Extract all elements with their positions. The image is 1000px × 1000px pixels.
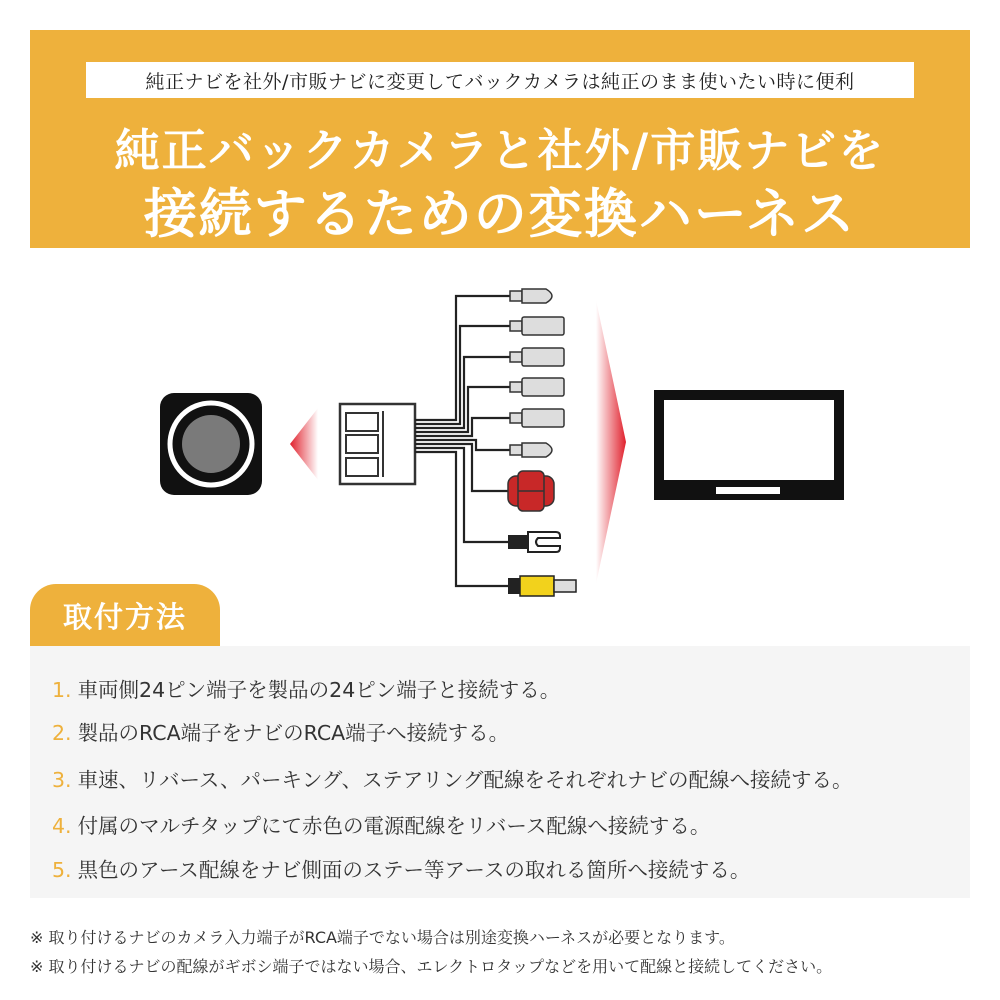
bullet-terminal-2 [510,317,564,335]
step-text: 黒色のアース配線をナビ側面のステー等アースの取れる箇所へ接続する。 [77,858,751,882]
footnote: ※ 取り付けるナビの配線がギボシ端子ではない場合、エレクトロタップなどを用いて配線と接続してください。 [30,957,833,976]
wire-bundle [415,296,510,586]
wiring-diagram [0,270,1000,600]
ground-terminal-icon [508,532,560,552]
list-item [52,763,852,793]
bullet-terminal-5 [510,409,564,427]
list-item [52,809,710,839]
bullet-terminal-4 [510,378,564,396]
list-item [52,853,750,883]
bullet-terminal-3 [510,348,564,366]
step-number: 5. [52,858,72,882]
harness-connector-icon [340,404,415,484]
step-number: 1. [52,678,72,702]
right-arrow-icon [596,300,626,584]
section-title-installation: 取付方法 [30,584,220,646]
monitor-icon [654,390,844,500]
step-number: 2. [52,721,72,745]
red-multi-tap-icon [508,471,554,511]
step-number: 4. [52,814,72,838]
bullet-terminal-6 [510,443,552,457]
page-title-line1: 純正バックカメラと社外/市販ナビを [114,124,886,177]
header-banner [30,30,970,248]
step-number: 3. [52,768,72,792]
header-subtitle: 純正ナビを社外/市販ナビに変更してバックカメラは純正のまま使いたい時に便利 [86,62,914,98]
step-text: 車両側24ピン端子を製品の24ピン端子と接続する。 [77,678,561,702]
footnote: ※ 取り付けるナビのカメラ入力端子がRCA端子でない場合は別途変換ハーネスが必要となります。 [30,928,735,947]
left-arrow-icon [290,408,318,480]
list-item [52,716,509,746]
list-item [52,673,560,703]
step-text: 車速、リバース、パーキング、ステアリング配線をそれぞれナビの配線へ接続する。 [77,768,853,792]
camera-icon [160,393,262,495]
step-text: 付属のマルチタップにて赤色の電源配線をリバース配線へ接続する。 [77,814,711,838]
bullet-terminal-1 [510,289,552,303]
page-title-line2: 接続するための変換ハーネス [143,184,857,245]
step-text: 製品のRCA端子をナビのRCA端子へ接続する。 [77,721,510,745]
rca-plug-icon [508,576,576,596]
installation-steps [30,646,970,898]
